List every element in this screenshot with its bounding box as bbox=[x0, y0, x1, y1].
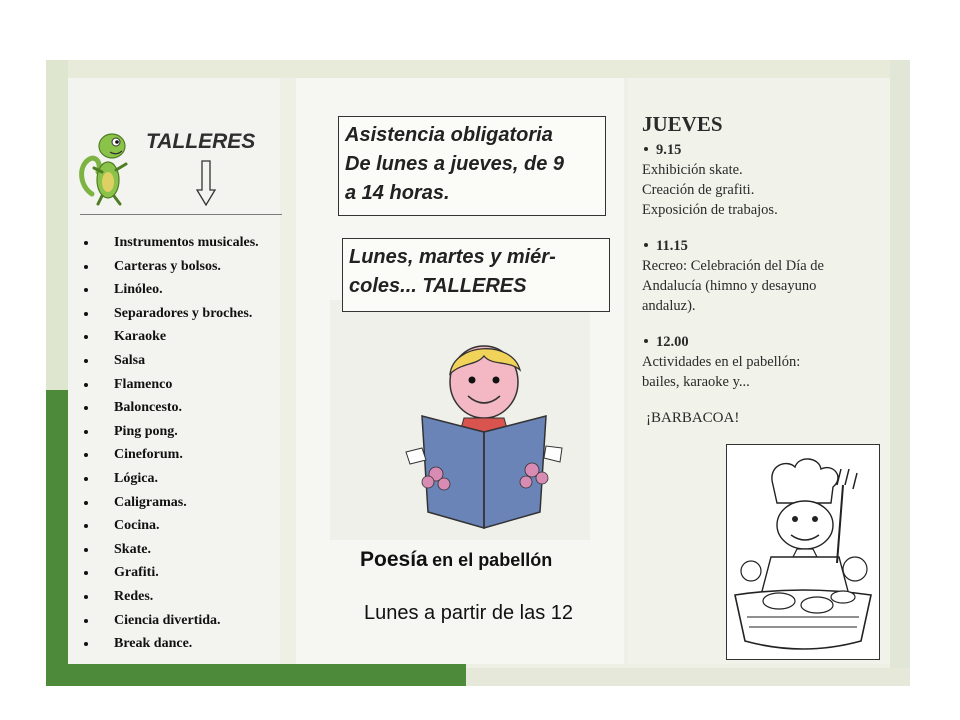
list-item: Instrumentos musicales. bbox=[80, 233, 259, 257]
divider-line bbox=[80, 214, 282, 215]
frame-left-top bbox=[46, 60, 68, 390]
list-item: Separadores y broches. bbox=[80, 304, 259, 328]
list-item: Cocina. bbox=[80, 516, 259, 540]
talleres-heading: TALLERES bbox=[146, 130, 256, 153]
list-item: Lógica. bbox=[80, 469, 259, 493]
list-item: Flamenco bbox=[80, 375, 259, 399]
poesia-title: Poesía en el pabellón bbox=[360, 548, 553, 571]
list-item: Linóleo. bbox=[80, 280, 259, 304]
list-item: Redes. bbox=[80, 587, 259, 611]
list-item: Karaoke bbox=[80, 327, 259, 351]
workshop-list bbox=[80, 233, 259, 658]
day-heading: JUEVES bbox=[642, 112, 723, 136]
workshops-days-box bbox=[342, 238, 610, 312]
list-item: Cineforum. bbox=[80, 445, 259, 469]
list-item: Break dance. bbox=[80, 634, 259, 658]
frame-right bbox=[890, 60, 910, 686]
schedule-block: 9.15 Exhibición skate. Creación de grafiti. Exposición de trabajos. bbox=[642, 142, 778, 218]
notice-line: a 14 horas. bbox=[345, 182, 450, 204]
chef-icon bbox=[727, 445, 879, 659]
notice-line: Lunes, martes y miér- bbox=[349, 246, 556, 268]
arrow-down-icon bbox=[196, 160, 216, 206]
frame-bottom bbox=[46, 664, 466, 686]
poesia-schedule: Lunes a partir de las 12 bbox=[364, 602, 574, 624]
frame-top bbox=[46, 60, 910, 78]
attendance-notice-box bbox=[338, 116, 606, 216]
notice-line: Asistencia obligatoria bbox=[345, 124, 553, 146]
reading-child-illustration bbox=[392, 336, 576, 532]
schedule-block: 11.15 Recreo: Celebración del Día de Andalucía (himno y desayuno andaluz). bbox=[642, 238, 824, 314]
gecko-icon bbox=[72, 124, 138, 208]
frame-left-bottom bbox=[46, 390, 68, 686]
notice-line: De lunes a jueves, de 9 bbox=[345, 153, 564, 175]
list-item: Ciencia divertida. bbox=[80, 611, 259, 635]
barbecue-cook-illustration bbox=[726, 444, 880, 660]
notice-line: coles... TALLERES bbox=[349, 275, 527, 297]
list-item: Salsa bbox=[80, 351, 259, 375]
list-item: Skate. bbox=[80, 540, 259, 564]
schedule-block: 12.00 Actividades en el pabellón: bailes, karaoke y... bbox=[642, 334, 801, 390]
frame-bottom-right bbox=[466, 668, 910, 686]
list-item: Carteras y bolsos. bbox=[80, 257, 259, 281]
barbacoa-text: ¡BARBACOA! bbox=[646, 410, 740, 426]
list-item: Caligramas. bbox=[80, 493, 259, 517]
list-item: Baloncesto. bbox=[80, 398, 259, 422]
list-item: Ping pong. bbox=[80, 422, 259, 446]
list-item: Grafiti. bbox=[80, 563, 259, 587]
